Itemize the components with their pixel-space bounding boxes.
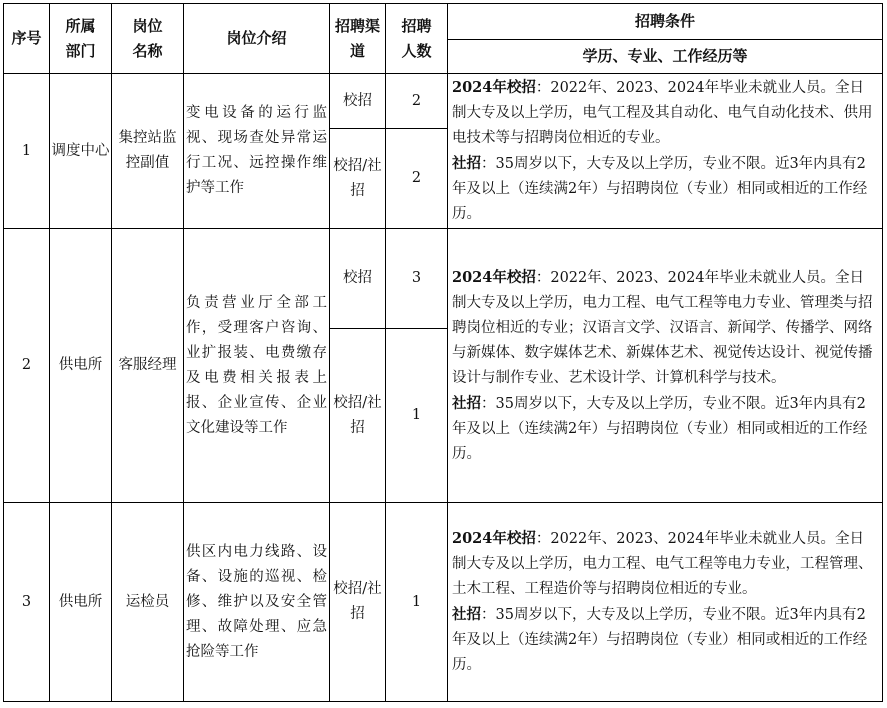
header-conditions: 招聘条件 [448, 4, 883, 40]
campus-label: 2024年校招 [452, 530, 536, 547]
campus-label: 2024年校招 [452, 79, 536, 96]
header-post [112, 4, 184, 74]
campus-text: ：2022年、2023、2024年毕业未就业人员。全日制大专及以上学历，电力工程、电气工程等电力专业，工程管理、土木工程、工程造价等与招聘岗位相近的专业。 [452, 531, 873, 597]
campus-label: 2024年校招 [452, 268, 536, 286]
row-channel: 校招 [330, 229, 386, 329]
row-channel: 校招 [330, 74, 386, 129]
header-channel [330, 4, 386, 74]
header-post-line1: 岗位 [132, 16, 163, 35]
header-conditions-sub: 学历、专业、工作经历等 [448, 40, 883, 74]
row-intro: 变电设备的运行监视、现场查处异常运行工况、远控操作维护等工作 [184, 74, 330, 229]
header-seq: 序号 [4, 4, 50, 74]
row-dept: 供电所 [50, 229, 112, 503]
row-count: 3 [386, 229, 448, 329]
header-channel-line1: 招聘渠 [334, 16, 380, 35]
row-dept: 供电所 [50, 503, 112, 702]
header-count-line2: 人数 [401, 41, 432, 60]
row-intro: 负责营业厅全部工作，受理客户咨询、业扩报装、电费缴存及电费相关报表上报、企业宣传、企业文化建设等工作 [184, 229, 330, 503]
header-row [4, 4, 883, 40]
header-dept-line1: 所属 [65, 16, 96, 35]
recruitment-table [3, 3, 883, 702]
row-dept: 调度中心 [50, 74, 112, 229]
header-intro: 岗位介绍 [184, 4, 330, 74]
row-count: 1 [386, 503, 448, 702]
header-count [386, 4, 448, 74]
header-post-line2: 名称 [132, 41, 163, 60]
row-conditions [448, 74, 883, 229]
social-label: 社招 [452, 606, 481, 623]
header-count-line1: 招聘 [401, 16, 432, 35]
social-text: ：35周岁以下，大专及以上学历，专业不限。近3年内具有2年及以上（连续满2年）与招聘岗位（专业）相同或相近的工作经历。 [452, 607, 868, 673]
social-text: ：35周岁以下，大专及以上学历，专业不限。近3年内具有2年及以上（连续满2年）与招聘岗位（专业）相同或相近的工作经历。 [452, 395, 868, 462]
row-seq: 1 [4, 74, 50, 229]
header-dept-line2: 部门 [65, 41, 96, 60]
row-count: 1 [386, 329, 448, 503]
row-conditions [448, 503, 883, 702]
row-count: 2 [386, 129, 448, 229]
campus-text: ：2022年、2023、2024年毕业未就业人员。全日制大专及以上学历，电气工程及其自动化、电气自动化技术、供用电技术等与招聘岗位相近的专业。 [452, 80, 873, 146]
row-seq: 2 [4, 229, 50, 503]
row-post: 客服经理 [112, 229, 184, 503]
row-channel: 校招/社招 [330, 329, 386, 503]
social-label: 社招 [452, 394, 481, 412]
social-label: 社招 [452, 155, 481, 172]
row-seq: 3 [4, 503, 50, 702]
row-post: 集控站监控副值 [112, 74, 184, 229]
row-channel: 校招/社招 [330, 503, 386, 702]
row-channel: 校招/社招 [330, 129, 386, 229]
table-row [4, 229, 883, 329]
social-text: ：35周岁以下，大专及以上学历，专业不限。近3年内具有2年及以上（连续满2年）与招聘岗位（专业）相同或相近的工作经历。 [452, 156, 868, 222]
table-row [4, 503, 883, 702]
campus-text: ：2022年、2023、2024年毕业未就业人员。全日制大专及以上学历，电力工程、电气工程等电力专业、管理类与招聘岗位相近的专业；汉语言文学、汉语言、新闻学、传播学、网络与新媒体、数字媒体艺术、新媒体艺术、视觉传达设计、视觉传播设计与制作专业、艺术设计学、计算机科学与技术。 [452, 269, 873, 386]
row-conditions [448, 229, 883, 503]
row-intro: 供区内电力线路、设备、设施的巡视、检修、维护以及安全管理、故障处理、应急抢险等工作 [184, 503, 330, 702]
header-channel-line2: 道 [349, 41, 365, 60]
table-row [4, 74, 883, 129]
header-dept [50, 4, 112, 74]
row-post: 运检员 [112, 503, 184, 702]
row-count: 2 [386, 74, 448, 129]
